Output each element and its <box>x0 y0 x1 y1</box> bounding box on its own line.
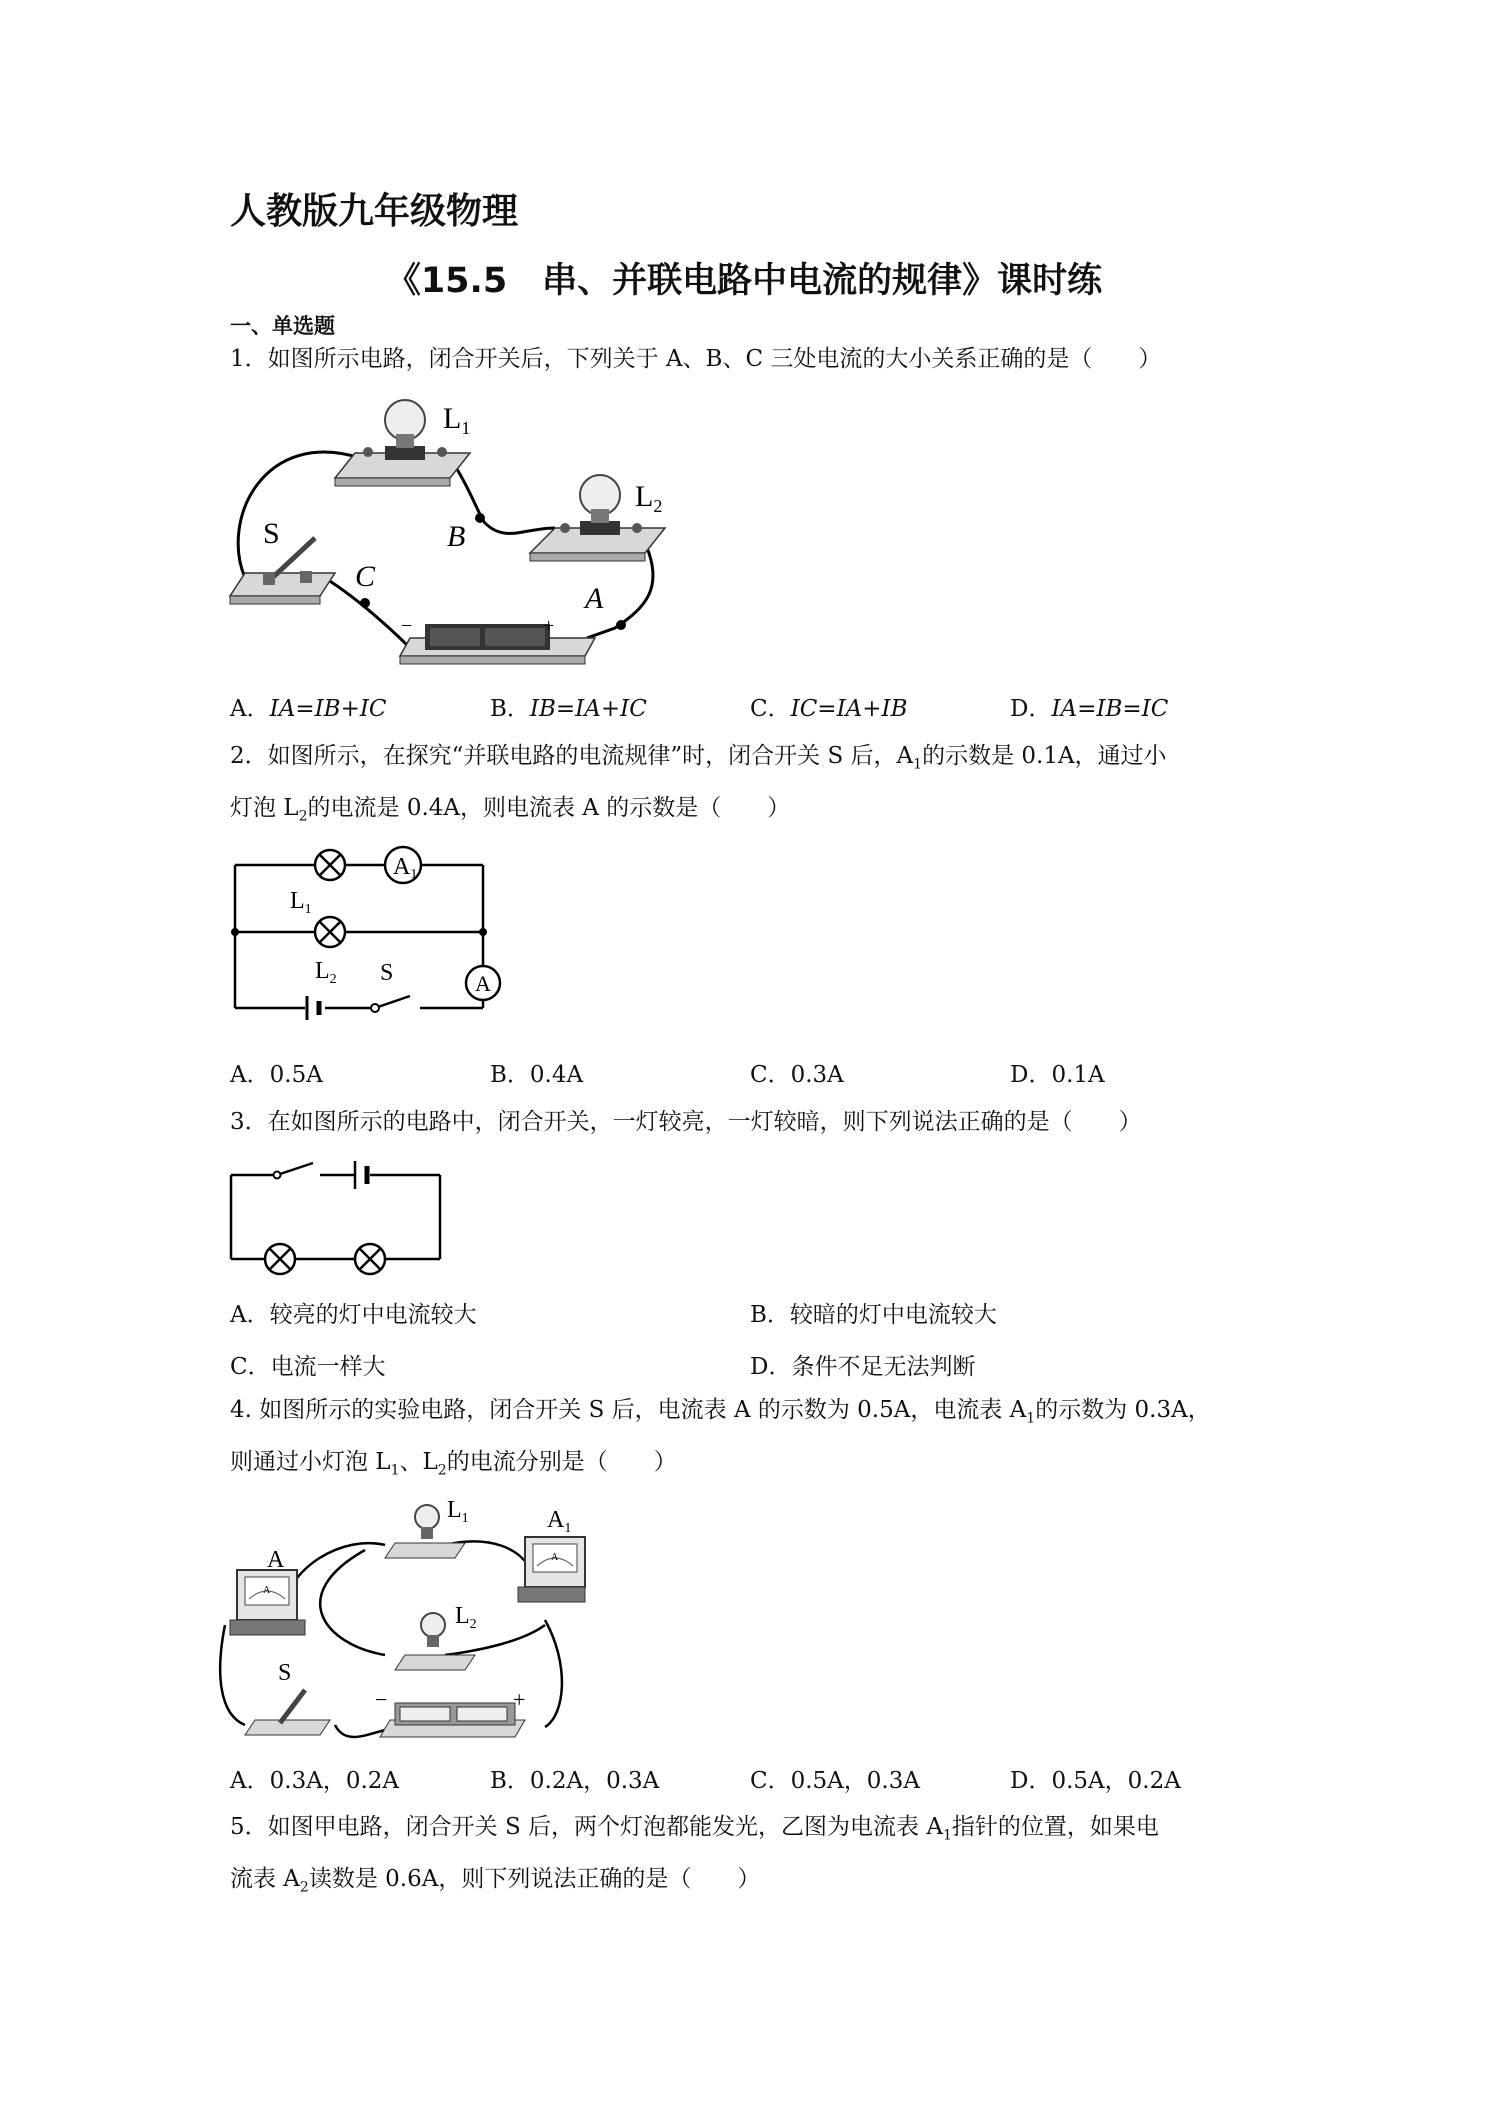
question-1-text: 1．如图所示电路，闭合开关后，下列关于 A、B、C 三处电流的大小关系正确的是（ ） <box>230 346 1162 372</box>
document-subtitle: 《15.5 串、并联电路中电流的规律》课时练 <box>385 261 1103 301</box>
q2-option-c: C．0.3A <box>750 1062 844 1088</box>
question-5-line-1: 5．如图甲电路，闭合开关 S 后，两个灯泡都能发光，乙图为电流表 $A_1$指针的位置，如果电 <box>230 1814 1159 1844</box>
point-b-dot <box>475 513 485 523</box>
q2-option-d: D．0.1A <box>1010 1062 1105 1088</box>
q3-option-b: B．较暗的灯中电流较大 <box>750 1302 997 1328</box>
q4-meter-a1-glyph: A <box>551 1552 559 1563</box>
q4-option-a: A．0.3A，0.2A <box>230 1768 399 1794</box>
question-4-figure <box>225 1495 585 1740</box>
q4-label-l2: $L_2$ <box>455 1603 477 1632</box>
q1-label-minus: − <box>401 615 413 637</box>
q4-label-s: S <box>278 1660 292 1686</box>
q2-option-b: B．0.4A <box>490 1062 584 1088</box>
q4-label-plus: + <box>513 1687 526 1712</box>
q2-label-l2: $L_2$ <box>315 958 337 987</box>
q1-label-l1: $L_1$ <box>443 402 471 438</box>
q1-option-a: A．IA=IB+IC <box>230 696 387 722</box>
q1-label-plus: + <box>543 615 555 637</box>
q2-label-a1: A1 <box>393 854 418 882</box>
q1-option-b: B．IB=IA+IC <box>490 696 647 722</box>
q4-meter-a-glyph: A <box>263 1585 271 1596</box>
q4-option-b: B．0.2A，0.3A <box>490 1768 660 1794</box>
q1-option-d: D．IA=IB=IC <box>1010 696 1169 722</box>
q1-label-a: A <box>585 582 604 615</box>
q1-label-l2: $L_2$ <box>635 480 663 516</box>
q1-label-b: B <box>447 520 466 553</box>
question-2-line-2: 灯泡 $L_2$的电流是 0.4A，则电流表 A 的示数是（ ） <box>230 795 791 825</box>
q2-option-a: A．0.5A <box>230 1062 323 1088</box>
q2-label-l1: $L_1$ <box>290 888 312 917</box>
section-heading: 一、单选题 <box>230 314 335 338</box>
question-2-line-1: 2．如图所示，在探究“并联电路的电流规律”时，闭合开关 S 后，$A_1$的示数是 0.1A，通过小 <box>230 743 1167 773</box>
q1-label-s: S <box>263 517 280 550</box>
q3-option-d: D．条件不足无法判断 <box>750 1354 976 1380</box>
q1-option-c: C．IC=IA+IB <box>750 696 908 722</box>
q2-label-a: A <box>475 971 491 996</box>
point-c-dot <box>360 598 370 608</box>
question-1-figure <box>225 388 663 668</box>
q4-label-minus: − <box>375 1687 388 1712</box>
q4-option-c: C．0.5A，0.3A <box>750 1768 920 1794</box>
q4-option-d: D．0.5A，0.2A <box>1010 1768 1181 1794</box>
q4-label-l1: $L_1$ <box>447 1497 469 1526</box>
question-3-text: 3．在如图所示的电路中，闭合开关，一灯较亮，一灯较暗，则下列说法正确的是（ ） <box>230 1109 1142 1135</box>
question-5-line-2: 流表 $A_2$读数是 0.6A，则下列说法正确的是（ ） <box>230 1866 761 1896</box>
question-4-line-1: 4. 如图所示的实验电路，闭合开关 S 后，电流表 A 的示数为 0.5A，电流表 $A_1$的示数为 0.3A， <box>230 1397 1211 1427</box>
question-2-figure <box>225 838 525 1018</box>
point-a-dot <box>616 620 626 630</box>
q3-option-c: C．电流一样大 <box>230 1354 386 1380</box>
q4-label-a1: $A_1$ <box>547 1507 572 1536</box>
question-3-figure <box>225 1155 450 1275</box>
document-title: 人教版九年级物理 <box>230 191 519 232</box>
q4-label-a: A <box>267 1547 285 1573</box>
question-4-line-2: 则通过小灯泡 $L_1$、$L_2$的电流分别是（ ） <box>230 1449 677 1479</box>
q2-label-s: S <box>380 960 394 986</box>
q1-label-c: C <box>355 560 376 593</box>
q3-option-a: A．较亮的灯中电流较大 <box>230 1302 477 1328</box>
